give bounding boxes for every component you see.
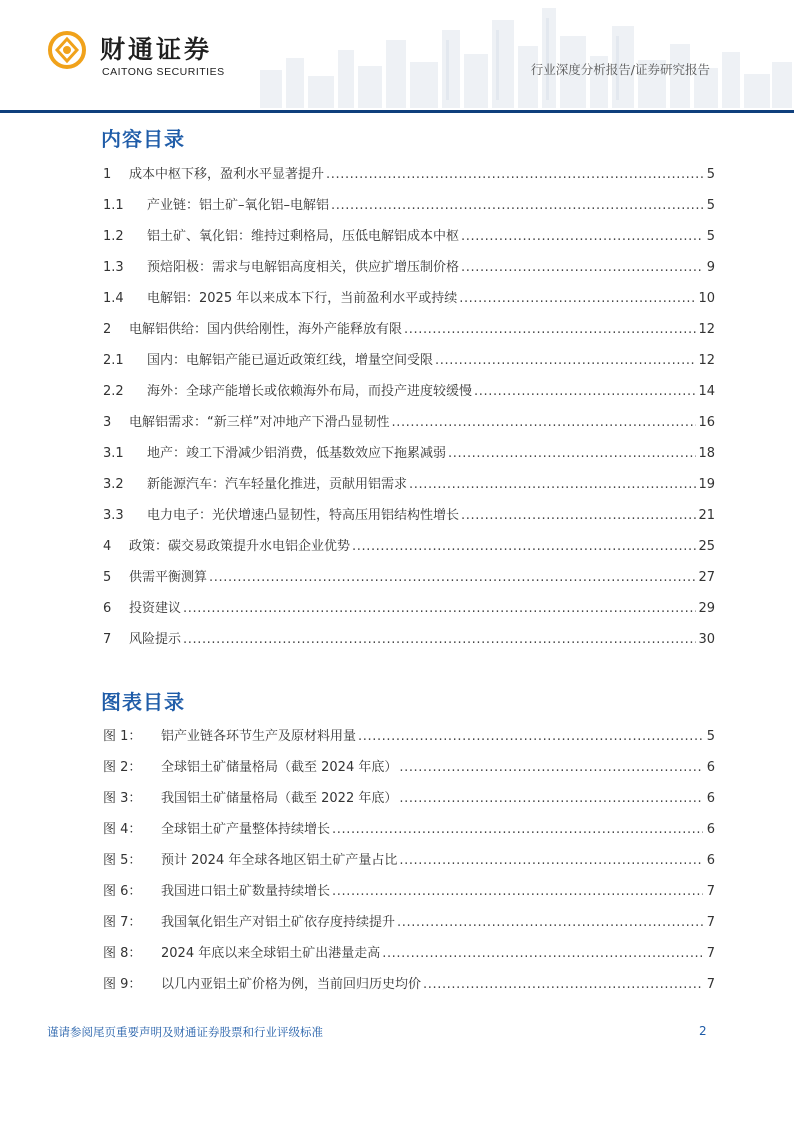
figure-number: 图 4： <box>103 822 142 837</box>
section-number: 6 <box>103 601 112 616</box>
list-of-figures <box>103 725 715 1004</box>
toc-entry[interactable] <box>103 504 715 535</box>
section-title: 电力电子：光伏增速凸显韧性，特高压用铝结构性增长 <box>147 508 460 523</box>
entry-page-number: 5 <box>706 729 715 744</box>
dot-leader <box>183 632 696 647</box>
toc-entry[interactable] <box>103 349 715 380</box>
dot-leader <box>358 729 703 744</box>
figure-entry[interactable] <box>103 756 715 787</box>
figure-number: 图 7： <box>103 915 142 930</box>
figure-entry[interactable] <box>103 849 715 880</box>
section-number: 2 <box>103 322 112 337</box>
entry-page-number: 21 <box>698 508 715 523</box>
entry-page-number: 29 <box>698 601 715 616</box>
figure-entry[interactable] <box>103 911 715 942</box>
entry-page-number: 16 <box>698 415 715 430</box>
entry-page-number: 18 <box>698 446 715 461</box>
figure-title: 铝产业链各环节生产及原材料用量 <box>161 729 357 744</box>
city-skyline-decoration <box>250 0 794 108</box>
entry-page-number: 6 <box>706 760 715 775</box>
section-title: 电解铝需求：“新三样”对冲地产下滑凸显韧性 <box>129 415 390 430</box>
section-title: 海外：全球产能增长或依赖海外布局，而投产进度较缓慢 <box>147 384 473 399</box>
section-number: 2.1 <box>103 353 124 368</box>
section-number: 1.4 <box>103 291 124 306</box>
figure-entry[interactable] <box>103 942 715 973</box>
figure-entry[interactable] <box>103 787 715 818</box>
toc-entry[interactable] <box>103 566 715 597</box>
dot-leader <box>399 760 703 775</box>
entry-page-number: 19 <box>698 477 715 492</box>
section-number: 7 <box>103 632 112 647</box>
toc-entry[interactable] <box>103 628 715 659</box>
dot-leader <box>404 322 696 337</box>
entry-page-number: 6 <box>706 791 715 806</box>
section-title: 预焙阳极：需求与电解铝高度相关，供应扩增压制价格 <box>147 260 460 275</box>
section-title: 产业链：铝土矿–氧化铝–电解铝 <box>147 198 330 213</box>
entry-page-number: 5 <box>706 167 715 182</box>
figure-entry[interactable] <box>103 880 715 911</box>
section-title: 成本中枢下移，盈利水平显著提升 <box>129 167 325 182</box>
dot-leader <box>326 167 703 182</box>
section-number: 4 <box>103 539 112 554</box>
section-number: 1 <box>103 167 112 182</box>
dot-leader <box>331 198 703 213</box>
section-number: 3.3 <box>103 508 124 523</box>
toc-entry[interactable] <box>103 597 715 628</box>
figures-heading: 图表目录 <box>101 690 185 714</box>
dot-leader <box>448 446 696 461</box>
dot-leader <box>397 915 703 930</box>
section-number: 1.3 <box>103 260 124 275</box>
entry-page-number: 7 <box>706 977 715 992</box>
toc-heading: 内容目录 <box>101 127 185 151</box>
figure-title: 预计 2024 年全球各地区铝土矿产量占比 <box>161 853 398 868</box>
section-title: 地产：竣工下滑减少铝消费，低基数效应下拖累减弱 <box>147 446 447 461</box>
entry-page-number: 12 <box>698 353 715 368</box>
dot-leader <box>461 508 696 523</box>
figure-title: 我国进口铝土矿数量持续增长 <box>161 884 331 899</box>
figure-title: 全球铝土矿储量格局（截至 2024 年底） <box>161 760 398 775</box>
dot-leader <box>391 415 696 430</box>
figure-number: 图 1： <box>103 729 142 744</box>
toc-entry[interactable] <box>103 442 715 473</box>
entry-page-number: 5 <box>706 229 715 244</box>
toc-entry[interactable] <box>103 535 715 566</box>
toc-entry[interactable] <box>103 473 715 504</box>
dot-leader <box>332 822 703 837</box>
figure-title: 以几内亚铝土矿价格为例，当前回归历史均价 <box>161 977 422 992</box>
report-type-label: 行业深度分析报告/证券研究报告 <box>530 62 710 77</box>
figure-number: 图 6： <box>103 884 142 899</box>
section-title: 电解铝供给：国内供给刚性，海外产能释放有限 <box>129 322 403 337</box>
page-number: 2 <box>699 1024 707 1038</box>
toc-entry[interactable] <box>103 287 715 318</box>
entry-page-number: 12 <box>698 322 715 337</box>
dot-leader <box>352 539 696 554</box>
figure-number: 图 2： <box>103 760 142 775</box>
section-number: 5 <box>103 570 112 585</box>
brand-name-cn: 财通证券 <box>100 35 213 64</box>
toc-entry[interactable] <box>103 225 715 256</box>
footer-disclaimer[interactable]: 谨请参阅尾页重要声明及财通证券股票和行业评级标准 <box>47 1025 323 1039</box>
entry-page-number: 7 <box>706 884 715 899</box>
toc-entry[interactable] <box>103 318 715 349</box>
dot-leader <box>423 977 703 992</box>
dot-leader <box>399 853 703 868</box>
page-header <box>0 0 794 112</box>
header-divider <box>0 110 794 113</box>
figure-entry[interactable] <box>103 973 715 1004</box>
figure-number: 图 3： <box>103 791 142 806</box>
dot-leader <box>474 384 696 399</box>
entry-page-number: 7 <box>706 915 715 930</box>
entry-page-number: 6 <box>706 853 715 868</box>
section-number: 1.2 <box>103 229 124 244</box>
section-number: 3.2 <box>103 477 124 492</box>
toc-entry[interactable] <box>103 256 715 287</box>
section-number: 1.1 <box>103 198 124 213</box>
section-title: 电解铝：2025 年以来成本下行，当前盈利水平或持续 <box>147 291 458 306</box>
section-title: 政策：碳交易政策提升水电铝企业优势 <box>129 539 351 554</box>
entry-page-number: 9 <box>706 260 715 275</box>
section-number: 2.2 <box>103 384 124 399</box>
section-number: 3 <box>103 415 112 430</box>
entry-page-number: 10 <box>698 291 715 306</box>
section-title: 新能源汽车：汽车轻量化推进，贡献用铝需求 <box>147 477 408 492</box>
figure-title: 我国铝土矿储量格局（截至 2022 年底） <box>161 791 398 806</box>
dot-leader <box>399 791 703 806</box>
toc-entry[interactable] <box>103 163 715 194</box>
entry-page-number: 14 <box>698 384 715 399</box>
section-title: 铝土矿、氧化铝：维持过剩格局，压低电解铝成本中枢 <box>147 229 460 244</box>
dot-leader <box>435 353 696 368</box>
entry-page-number: 6 <box>706 822 715 837</box>
entry-page-number: 25 <box>698 539 715 554</box>
dot-leader <box>461 260 703 275</box>
toc-entry[interactable] <box>103 194 715 225</box>
dot-leader <box>332 884 703 899</box>
figure-number: 图 8： <box>103 946 142 961</box>
entry-page-number: 30 <box>698 632 715 647</box>
dot-leader <box>409 477 696 492</box>
section-title: 投资建议 <box>129 601 182 616</box>
brand-name-en: CAITONG SECURITIES <box>102 66 225 78</box>
entry-page-number: 5 <box>706 198 715 213</box>
section-title: 供需平衡测算 <box>129 570 208 585</box>
section-title: 国内：电解铝产能已逼近政策红线，增量空间受限 <box>147 353 434 368</box>
figure-number: 图 5： <box>103 853 142 868</box>
caitong-logo-icon <box>47 30 87 70</box>
dot-leader <box>209 570 696 585</box>
entry-page-number: 27 <box>698 570 715 585</box>
toc-entry[interactable] <box>103 380 715 411</box>
dot-leader <box>459 291 696 306</box>
section-title: 风险提示 <box>129 632 182 647</box>
toc-entry[interactable] <box>103 411 715 442</box>
dot-leader <box>382 946 703 961</box>
figure-number: 图 9： <box>103 977 142 992</box>
figure-entry[interactable] <box>103 818 715 849</box>
dot-leader <box>461 229 703 244</box>
figure-title: 全球铝土矿产量整体持续增长 <box>161 822 331 837</box>
dot-leader <box>183 601 696 616</box>
section-number: 3.1 <box>103 446 124 461</box>
figure-entry[interactable] <box>103 725 715 756</box>
figure-title: 2024 年底以来全球铝土矿出港量走高 <box>161 946 381 961</box>
entry-page-number: 7 <box>706 946 715 961</box>
figure-title: 我国氧化铝生产对铝土矿依存度持续提升 <box>161 915 396 930</box>
table-of-contents <box>103 163 715 659</box>
